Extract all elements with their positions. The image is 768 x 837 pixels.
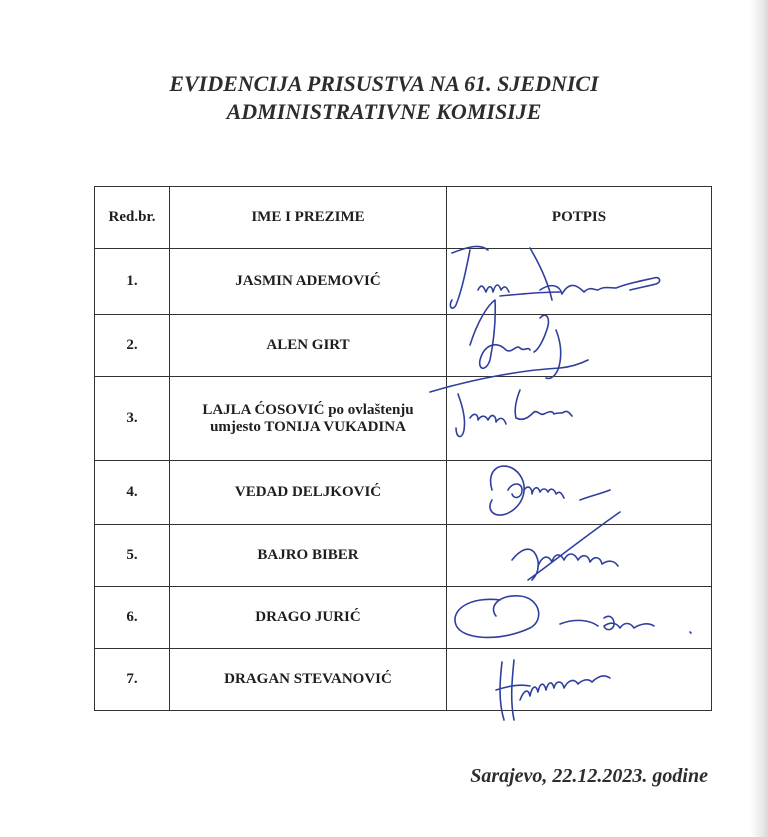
place-and-date: Sarajevo, 22.12.2023. godine <box>470 765 708 787</box>
row-name: DRAGO JURIĆ <box>170 587 447 649</box>
header-signature: POTPIS <box>447 187 712 249</box>
signature-cell <box>447 525 712 587</box>
row-name: DRAGAN STEVANOVIĆ <box>170 649 447 711</box>
row-name: BAJRO BIBER <box>170 525 447 587</box>
signature-cell <box>447 249 712 315</box>
signature-cell <box>447 377 712 461</box>
attendance-table <box>94 186 712 711</box>
signature-cell <box>447 587 712 649</box>
header-name: IME I PREZIME <box>170 187 447 249</box>
table-row <box>95 377 712 461</box>
row-name-line-1: LAJLA ĆOSOVIĆ po ovlaštenju <box>202 401 414 418</box>
title-line-1: EVIDENCIJA PRISUSTVA NA 61. SJEDNICI <box>169 71 599 96</box>
row-number: 5. <box>95 525 170 587</box>
row-name-line-2: umjesto TONIJA VUKADINA <box>210 418 406 435</box>
row-number: 3. <box>95 377 170 461</box>
title-line-2: ADMINISTRATIVNE KOMISIJE <box>226 99 542 124</box>
signature-cell <box>447 461 712 525</box>
document-title <box>0 70 768 126</box>
row-number: 1. <box>95 249 170 315</box>
row-number: 6. <box>95 587 170 649</box>
table-row <box>95 315 712 377</box>
row-number: 4. <box>95 461 170 525</box>
table-row <box>95 587 712 649</box>
signature-cell <box>447 315 712 377</box>
row-name: JASMIN ADEMOVIĆ <box>170 249 447 315</box>
row-name: VEDAD DELJKOVIĆ <box>170 461 447 525</box>
table-row <box>95 649 712 711</box>
signature-cell <box>447 649 712 711</box>
row-name: ALEN GIRT <box>170 315 447 377</box>
table-header-row <box>95 187 712 249</box>
row-number: 7. <box>95 649 170 711</box>
header-number: Red.br. <box>95 187 170 249</box>
table-row <box>95 525 712 587</box>
row-number: 2. <box>95 315 170 377</box>
row-name <box>170 377 447 461</box>
table-row <box>95 461 712 525</box>
table-row <box>95 249 712 315</box>
